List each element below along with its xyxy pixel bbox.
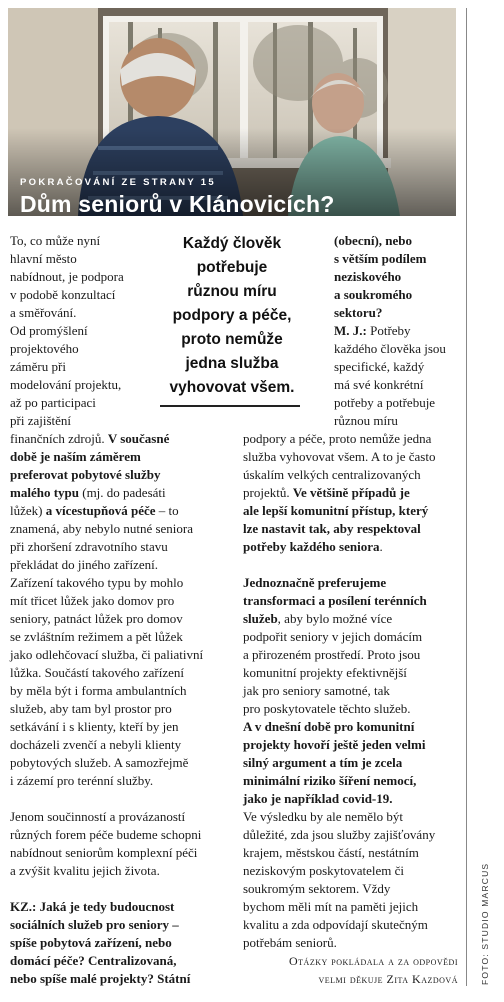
bold-text: spíše pobytová zařízení, nebo <box>10 935 172 950</box>
body-line: modelování projektu, <box>10 377 122 392</box>
pull-quote <box>158 232 306 400</box>
bold-text: M. J.: <box>334 323 367 338</box>
bold-text: KZ.: Jaká je tedy budoucnost <box>10 899 175 914</box>
body-text: potřebám seniorů. <box>243 935 337 950</box>
body-line <box>10 628 203 646</box>
header-photo <box>8 8 456 216</box>
body-line <box>334 304 446 322</box>
body-line <box>334 412 446 430</box>
body-line <box>10 556 203 574</box>
body-text: projektů. <box>243 485 293 500</box>
body-line <box>10 898 203 916</box>
bold-text: sociálních služeb pro seniory – <box>10 917 179 932</box>
body-text: pobytových služeb. A samozřejmě <box>10 755 189 770</box>
body-line <box>243 664 435 682</box>
bold-text: lze nastavit tak, aby respektoval <box>243 521 421 536</box>
body-line <box>243 898 435 916</box>
body-line <box>10 484 203 502</box>
body-text: důležité, zda jsou služby zajišťovány <box>243 827 436 842</box>
bold-text: silný argument a tím je zcela <box>243 755 403 770</box>
body-line <box>10 502 203 520</box>
body-line: hlavní město <box>10 251 77 266</box>
signature-line: velmi děkuje Zita Kazdová <box>318 972 458 986</box>
pull-quote-line: podpory a péče, <box>172 307 292 324</box>
body-text: specifické, každý <box>334 359 425 374</box>
body-line <box>243 880 435 898</box>
body-line <box>10 592 203 610</box>
body-line <box>243 934 435 952</box>
bold-text: A v dnešní době pro komunitní <box>243 719 415 734</box>
body-text: finančních zdrojů. <box>10 431 108 446</box>
paragraph-gap <box>243 556 435 574</box>
body-text: komunitní projekty efektivnější <box>243 665 407 680</box>
body-line <box>243 430 435 448</box>
interview-signature <box>242 952 458 988</box>
body-text: služeb, aby tam byl prostor pro <box>10 701 172 716</box>
bold-text: (obecní), nebo <box>334 233 412 248</box>
body-text: bychom měli mít na paměti jejich <box>243 899 419 914</box>
bold-text: jako je například covid-19. <box>243 791 393 806</box>
body-text: kvalitu a zda odpovídají skutečným <box>243 917 428 932</box>
body-line: a směřování. <box>10 305 77 320</box>
body-text: neziskovým poskytovatelem či <box>243 863 405 878</box>
body-line <box>10 664 203 682</box>
body-line <box>10 574 203 592</box>
right-column <box>243 430 435 952</box>
body-text: setkávání i s klienty, kteří by jen <box>10 719 179 734</box>
body-text: podpory a péče, proto nemůže jedna <box>243 431 432 446</box>
paragraph-gap <box>10 790 203 808</box>
body-line <box>243 700 435 718</box>
body-text: a přirozeném prostředí. Proto jsou <box>243 647 421 662</box>
bold-text: sektoru? <box>334 305 383 320</box>
bold-text: a vícestupňová péče <box>45 503 156 518</box>
body-line <box>334 232 446 250</box>
body-line <box>243 736 435 754</box>
body-text: různých forem péče budeme schopni <box>10 827 202 842</box>
body-line <box>243 772 435 790</box>
body-text: , aby bylo možné více <box>277 611 393 626</box>
body-line: až po participaci <box>10 395 96 410</box>
body-line <box>334 358 446 376</box>
body-line: při zajištění <box>10 413 72 428</box>
bold-text: době je naším záměrem <box>10 449 141 464</box>
body-text: lůžka. Součástí takového zařízení <box>10 665 184 680</box>
body-line <box>334 322 446 340</box>
body-line <box>334 394 446 412</box>
body-line <box>243 826 435 844</box>
body-text: každého člověka jsou <box>334 341 446 356</box>
body-line <box>10 520 203 538</box>
bold-text: minimální riziko šíření nemocí, <box>243 773 417 788</box>
body-text: Potřeby <box>366 323 411 338</box>
bold-text: nebo spíše malé projekty? Státní <box>10 971 191 986</box>
body-line <box>243 628 435 646</box>
body-line <box>243 502 435 520</box>
body-line: Od promýšlení <box>10 323 88 338</box>
body-text: mít třicet lůžek jako domov pro <box>10 593 175 608</box>
body-line <box>10 772 203 790</box>
body-text: lůžek) <box>10 503 46 518</box>
body-line <box>10 736 203 754</box>
body-line <box>243 574 435 592</box>
body-line: nabídnout, je podpora <box>10 269 124 284</box>
body-text: při zhoršení zdravotního stavu <box>10 539 168 554</box>
body-text: služba vyhovovat všem. A to je často <box>243 449 436 464</box>
body-text: podpořit seniory v jejich domácím <box>243 629 423 644</box>
pull-quote-line: různou míru <box>187 283 277 300</box>
body-line: v podobě konzultací <box>10 287 116 302</box>
body-line <box>243 466 435 484</box>
bold-text: malého typu <box>10 485 79 500</box>
body-text: pro poskytovatele těchto služeb. <box>243 701 411 716</box>
bold-text: transformaci a posílení terénních <box>243 593 427 608</box>
body-line <box>243 790 435 808</box>
body-line <box>10 538 203 556</box>
bold-text: V současné <box>107 431 170 446</box>
body-line <box>243 646 435 664</box>
body-line <box>10 934 203 952</box>
body-line <box>243 610 435 628</box>
body-line <box>10 916 203 934</box>
body-line <box>243 520 435 538</box>
bold-text: služeb <box>243 611 278 626</box>
bold-text: domácí péče? Centralizovaná, <box>10 953 177 968</box>
body-line <box>10 700 203 718</box>
body-line <box>243 844 435 862</box>
left-column <box>10 430 203 988</box>
body-line <box>10 844 203 862</box>
body-line <box>10 610 203 628</box>
bold-text: a soukromého <box>334 287 413 302</box>
body-line: To, co může nyní <box>10 233 101 248</box>
bold-text: Ve většině případů je <box>292 485 410 500</box>
body-line <box>243 808 435 826</box>
bold-text: projekty hovoří ještě jeden velmi <box>243 737 426 752</box>
body-line <box>10 952 203 970</box>
body-line <box>10 646 203 664</box>
body-text: . <box>379 539 383 554</box>
body-text: i zázemí pro terénní služby. <box>10 773 154 788</box>
pull-quote-line: vyhovovat všem. <box>169 379 295 396</box>
body-line: záměru při <box>10 359 66 374</box>
body-line <box>10 970 203 988</box>
body-line <box>334 286 446 304</box>
body-text: znamená, aby nebylo nutné seniora <box>10 521 194 536</box>
body-line <box>10 448 203 466</box>
body-line <box>243 718 435 736</box>
bold-text: Jednoznačně preferujeme <box>243 575 387 590</box>
body-text: Ve výsledku by ale nemělo být <box>243 809 403 824</box>
body-text: seniory, patnáct lůžek pro domov <box>10 611 183 626</box>
bold-text: ale lepší komunitní přístup, který <box>243 503 429 518</box>
body-line: projektového <box>10 341 79 356</box>
body-text: jako odlehčovací služba, či paliativní <box>10 647 204 662</box>
body-text: Jenom součinností a provázaností <box>10 809 186 824</box>
body-text: překládat do jiného zařízení. <box>10 557 158 572</box>
body-line <box>10 682 203 700</box>
body-line <box>334 340 446 358</box>
body-text: soukromým sektorem. Vždy <box>243 881 391 896</box>
body-text: (mj. do padesáti <box>78 485 166 500</box>
pull-quote-line: proto nemůže <box>181 331 283 348</box>
body-line <box>243 538 435 556</box>
right-narrow-column <box>334 232 446 430</box>
body-line <box>243 592 435 610</box>
body-text: – to <box>155 503 179 518</box>
bold-text: s větším podílem <box>334 251 427 266</box>
photo-credit: FOTO: STUDIO MARCUS <box>480 862 490 985</box>
body-line <box>10 718 203 736</box>
body-text: nabídnout seniorům komplexní péči <box>10 845 198 860</box>
body-text: a zvýšit kvalitu jejich života. <box>10 863 160 878</box>
body-text: by měla být i forma ambulantních <box>10 683 187 698</box>
body-line <box>10 754 203 772</box>
pull-quote-line: potřebuje <box>196 259 268 276</box>
body-line <box>334 376 446 394</box>
body-line <box>243 862 435 880</box>
body-line <box>10 466 203 484</box>
body-text: jak pro seniory samotné, tak <box>243 683 390 698</box>
body-line <box>243 484 435 502</box>
bold-text: neziskového <box>334 269 402 284</box>
body-line <box>243 448 435 466</box>
pull-quote-rule <box>160 405 300 407</box>
left-narrow-column <box>10 232 124 430</box>
column-divider <box>466 8 467 986</box>
signature-line: Otázky pokládala a za odpovědi <box>289 954 458 968</box>
body-text: má své konkrétní <box>334 377 424 392</box>
body-text: potřeby a potřebuje <box>334 395 436 410</box>
body-line <box>243 754 435 772</box>
body-line <box>334 268 446 286</box>
article-title: Dům seniorů v Klánovicích? <box>20 191 335 216</box>
bold-text: preferovat pobytové služby <box>10 467 161 482</box>
body-text: Zařízení takového typu by mohlo <box>10 575 184 590</box>
pull-quote-line: Každý člověk <box>182 235 282 252</box>
paragraph-gap <box>10 880 203 898</box>
body-line <box>243 916 435 934</box>
body-text: úskalím velkých centralizovaných <box>243 467 421 482</box>
body-line <box>10 862 203 880</box>
body-text: docházeli zvenčí a nebyli klienty <box>10 737 182 752</box>
body-text: krajem, městskou částí, nestátním <box>243 845 419 860</box>
body-line <box>334 250 446 268</box>
body-line <box>10 808 203 826</box>
body-text: různou míru <box>334 413 398 428</box>
body-text: se zvláštním režimem a pět lůžek <box>10 629 183 644</box>
body-line <box>243 682 435 700</box>
pull-quote-line: jedna služba <box>185 355 279 372</box>
bold-text: potřeby každého seniora <box>243 539 380 554</box>
body-line <box>10 430 203 448</box>
continued-kicker: POKRAČOVÁNÍ ZE STRANY 15 <box>20 177 216 188</box>
body-line <box>10 826 203 844</box>
